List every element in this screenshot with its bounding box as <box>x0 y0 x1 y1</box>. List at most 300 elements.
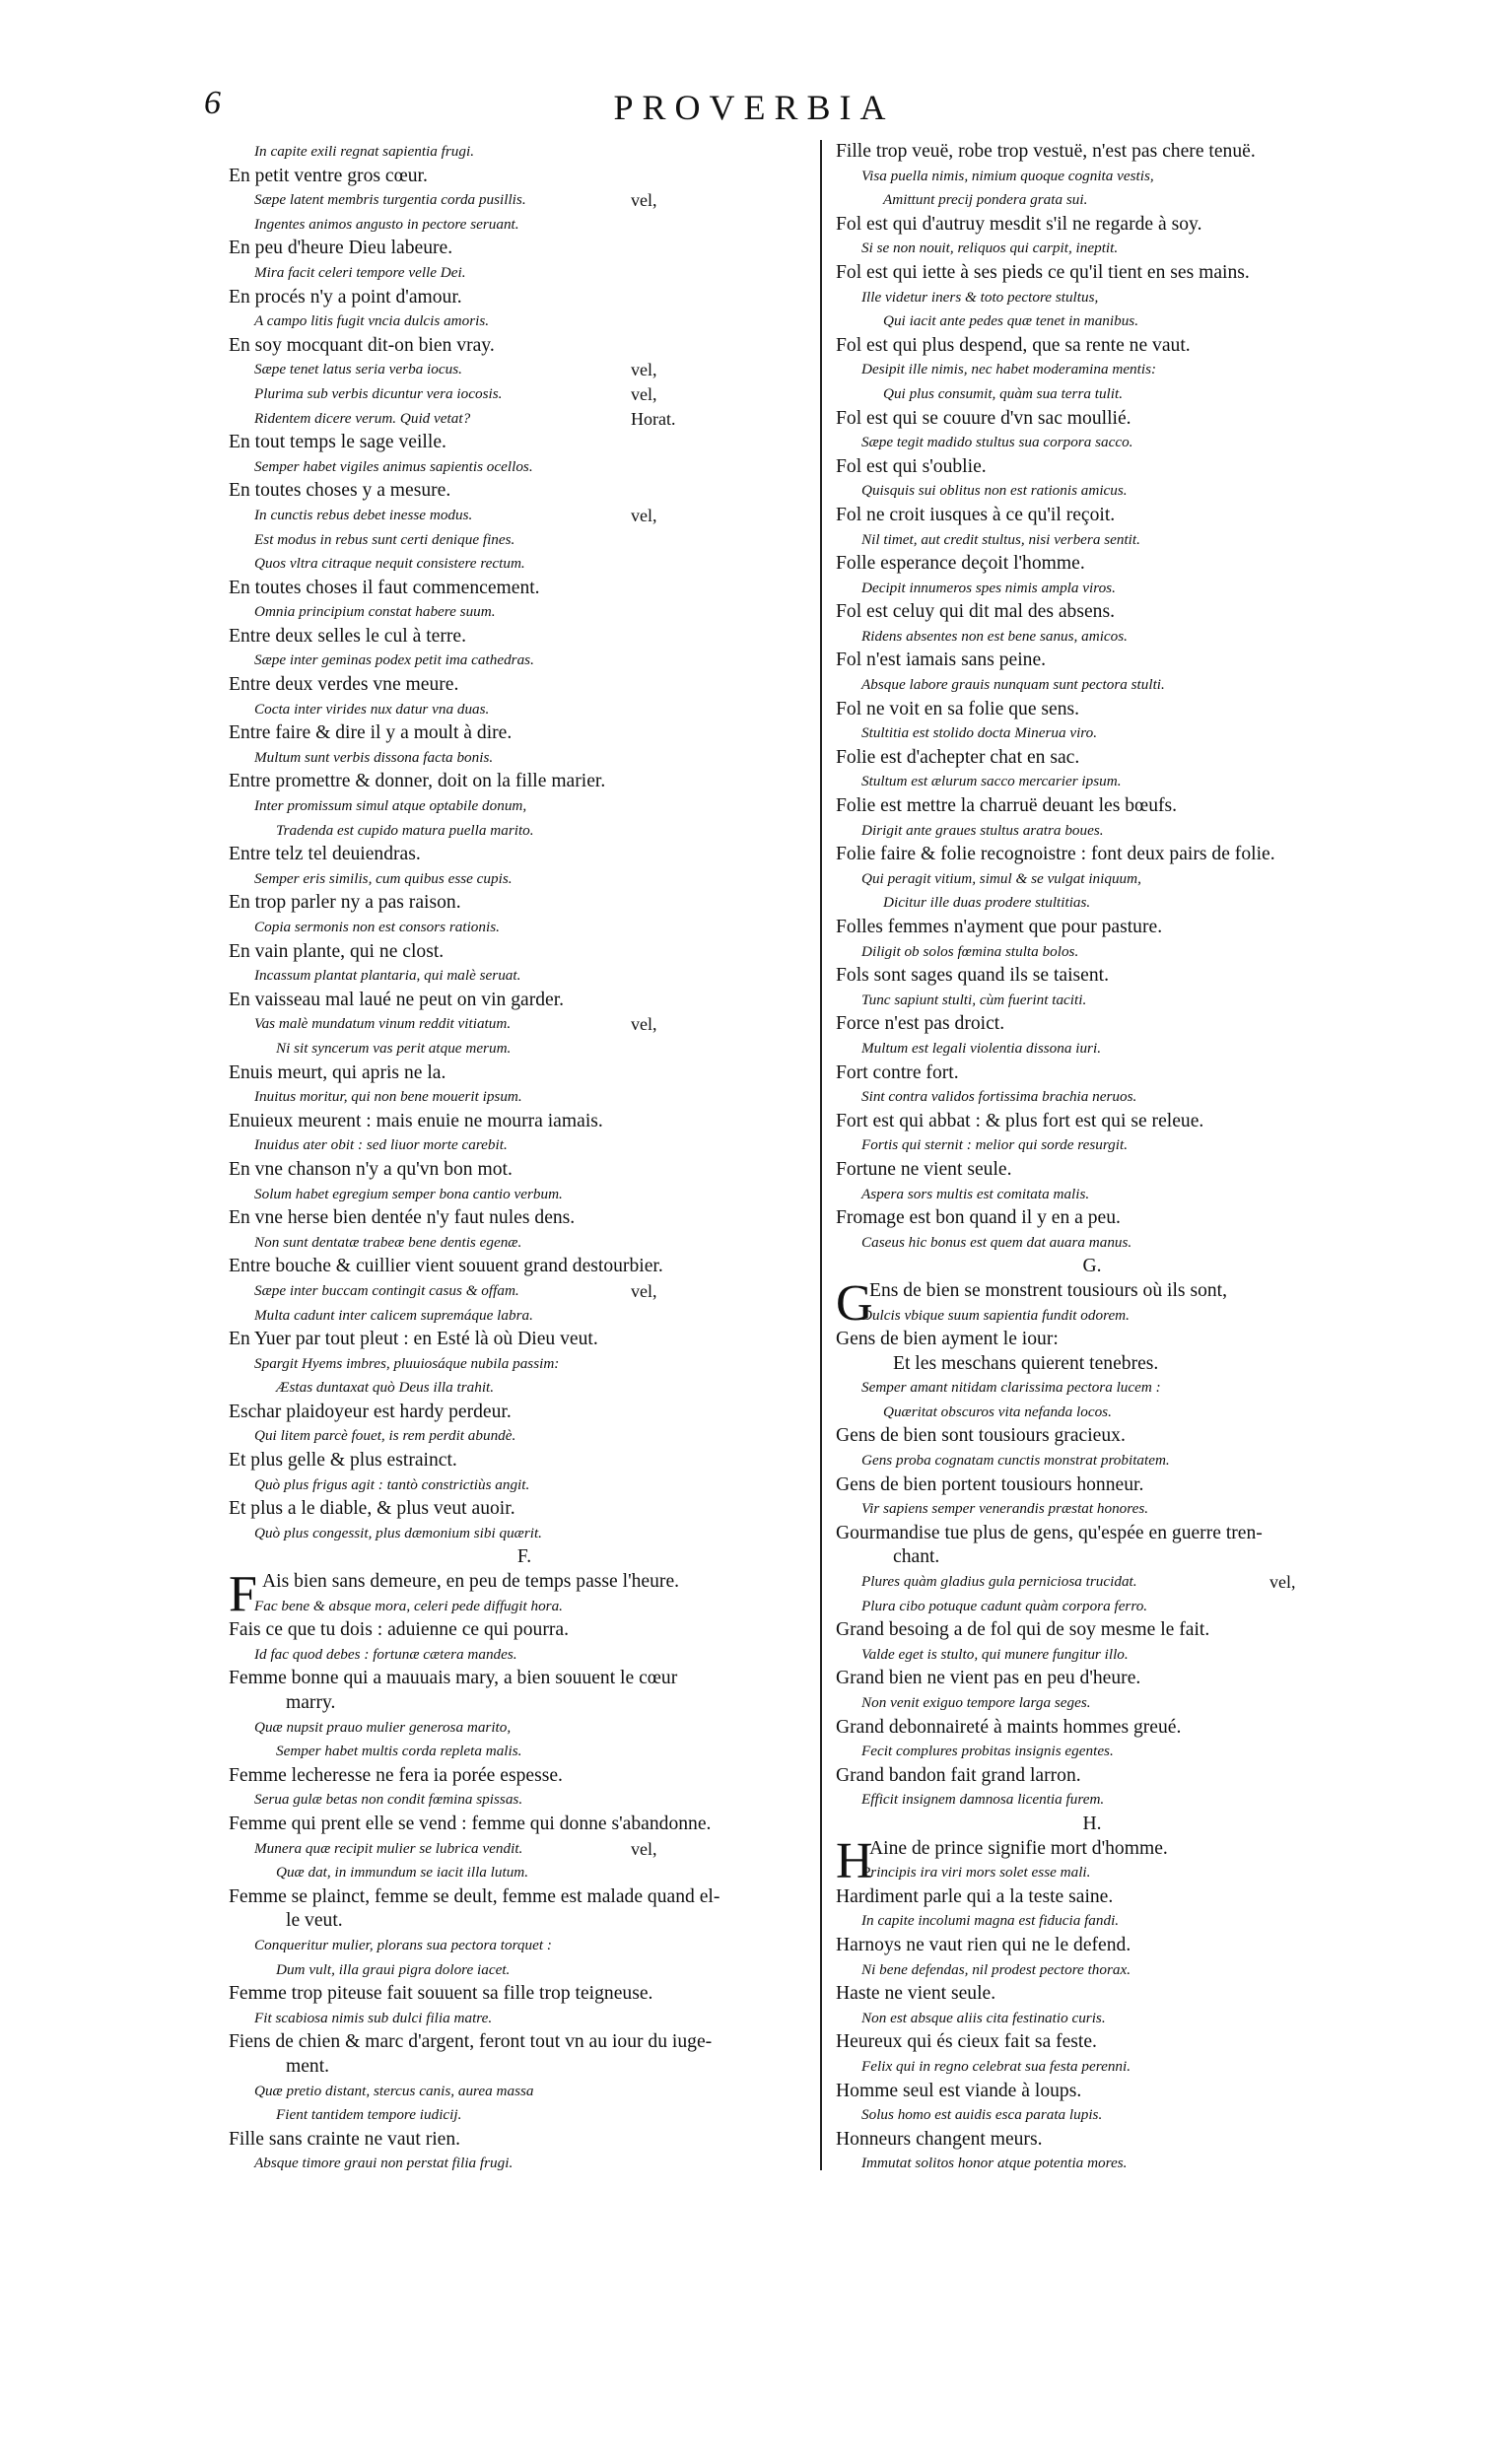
line-text: Fol n'est iamais sans peine. <box>836 650 1047 671</box>
proverb-latin <box>836 1958 1348 1983</box>
line-text: Inter promissum simul atque optabile donum, <box>254 797 527 815</box>
proverb-french <box>229 431 820 455</box>
line-text: Quæ nupsit prauo mulier generosa marito, <box>254 1718 512 1736</box>
proverb-latin <box>836 1231 1348 1256</box>
proverb-latin <box>836 1643 1348 1668</box>
proverb-latin <box>836 1037 1348 1061</box>
line-text: Grand besoing a de fol qui de soy mesme le fait. <box>836 1619 1210 1641</box>
proverb-latin <box>229 407 820 432</box>
line-text: Hardiment parle qui a la teste saine. <box>836 1885 1114 1907</box>
line-text: Et plus gelle & plus estrainct. <box>229 1450 457 1472</box>
proverb-french <box>836 600 1348 625</box>
proverb-latin <box>229 309 820 334</box>
proverb-latin <box>229 1424 820 1449</box>
proverb-french <box>836 1934 1348 1958</box>
line-text: Spargit Hyems imbres, pluuiosáque nubila passim: <box>254 1354 560 1372</box>
proverb-french <box>229 1618 820 1643</box>
proverb-french-continued <box>229 1909 820 1934</box>
line-text: Incassum plantat plantaria, qui malè seruat. <box>254 967 521 985</box>
line-text: Ens de bien se monstrent tousiours où ils sont, <box>869 1279 1228 1301</box>
proverb-latin <box>836 237 1348 261</box>
proverb-latin <box>229 1958 820 1983</box>
proverb-latin <box>836 528 1348 553</box>
proverb-french <box>836 1473 1348 1498</box>
line-text: Et les meschans quierent tenebres. <box>893 1352 1159 1374</box>
proverb-french <box>836 746 1348 771</box>
line-text: Principis ira viri mors solet esse mali. <box>861 1864 1091 1882</box>
line-text: Entre telz tel deuiendras. <box>229 844 421 865</box>
line-text: Entre deux selles le cul à terre. <box>229 625 466 647</box>
proverb-french <box>836 843 1348 867</box>
line-text: Entre bouche & cuillier vient souuent grand destourbier. <box>229 1256 663 1277</box>
proverb-french <box>836 1764 1348 1789</box>
proverb-latin <box>836 188 1348 213</box>
proverb-latin <box>229 1837 820 1862</box>
line-text: Homme seul est viande à loups. <box>836 2080 1082 2101</box>
line-text: Diligit ob solos fœmina stulta bolos. <box>861 942 1079 960</box>
line-text: Grand debonnaireté à maints hommes greué. <box>836 1716 1182 1738</box>
line-text: In capite incolumi magna est fiducia fandi. <box>861 1912 1120 1930</box>
line-text: Desipit ille nimis, nec habet moderamina mentis: <box>861 361 1157 378</box>
line-text: Fromage est bon quand il y en a peu. <box>836 1207 1121 1229</box>
proverb-latin <box>229 528 820 553</box>
proverb-latin <box>229 1740 820 1764</box>
line-text: En petit ventre gros cœur. <box>229 165 428 186</box>
line-text: Sæpe latent membris turgentia corda pusillis. <box>254 191 526 209</box>
line-text: Inuidus ater obit : sed liuor morte carebit. <box>254 1136 508 1154</box>
proverb-latin <box>836 1376 1348 1401</box>
line-text: En trop parler ny a pas raison. <box>229 892 461 914</box>
margin-note: Horat. <box>631 408 676 429</box>
line-text: Enuieux meurent : mais enuie ne mourra iamais. <box>229 1110 603 1131</box>
line-text: Sæpe inter geminas podex petit ima cathedras. <box>254 651 534 669</box>
proverb-french <box>229 1764 820 1789</box>
proverb-french <box>836 261 1348 286</box>
proverb-french <box>836 1522 1348 1546</box>
right-column <box>836 140 1348 2176</box>
proverb-french <box>229 2030 820 2055</box>
line-text: Tunc sapiunt stulti, cùm fuerint taciti. <box>861 991 1087 1008</box>
proverb-latin <box>229 916 820 940</box>
line-text: Semper amant nitidam clarissima pectora lucem : <box>861 1379 1161 1397</box>
line-text: Folles femmes n'ayment que pour pasture. <box>836 917 1163 937</box>
line-text: Sæpe tegit madido stultus sua corpora sacco. <box>861 434 1133 451</box>
proverb-french <box>836 1618 1348 1643</box>
proverb-latin <box>836 309 1348 334</box>
line-text: Quæ pretio distant, stercus canis, aurea massa <box>254 2082 534 2099</box>
proverb-latin <box>229 261 820 286</box>
line-text: Plures quàm gladius gula perniciosa trucidat. <box>861 1573 1137 1591</box>
line-text: F. <box>516 1546 532 1568</box>
proverb-latin <box>836 819 1348 844</box>
line-text: Fol est qui d'autruy mesdit s'il ne regarde à soy. <box>836 213 1202 235</box>
proverb-latin <box>836 1304 1348 1329</box>
line-text: Folie est d'achepter chat en sac. <box>836 746 1080 768</box>
proverb-latin <box>836 431 1348 455</box>
line-text: Fac bene & absque mora, celeri pede diffugit hora. <box>254 1597 563 1614</box>
line-text: Qui iacit ante pedes quæ tenet in manibus. <box>883 312 1138 330</box>
line-text: Fol ne voit en sa folie que sens. <box>836 698 1080 719</box>
line-text: Gens de bien portent tousiours honneur. <box>836 1473 1144 1495</box>
proverb-latin <box>229 2007 820 2031</box>
line-text: Fol est qui se couure d'vn sac moullié. <box>836 407 1131 429</box>
line-text: Sint contra validos fortissima brachia neruos. <box>861 1088 1137 1106</box>
proverb-french <box>229 673 820 698</box>
proverb-french <box>229 1401 820 1425</box>
proverb-latin <box>836 2103 1348 2128</box>
proverb-latin <box>229 1231 820 1256</box>
line-text: Vir sapiens semper venerandis præstat honores. <box>861 1500 1149 1518</box>
proverb-latin <box>836 1449 1348 1473</box>
proverb-latin <box>229 382 820 407</box>
proverb-french <box>229 1158 820 1183</box>
proverb-french <box>229 625 820 650</box>
proverb-french <box>836 1982 1348 2007</box>
proverb-latin <box>229 1012 820 1037</box>
proverb-latin <box>836 1133 1348 1158</box>
line-text: Et plus a le diable, & plus veut auoir. <box>229 1498 515 1520</box>
proverb-french <box>836 1716 1348 1741</box>
line-text: Amittunt precij pondera grata sui. <box>883 191 1088 209</box>
proverb-latin <box>229 1473 820 1498</box>
line-text: En vain plante, qui ne clost. <box>229 940 445 962</box>
margin-note: vel, <box>631 1838 657 1859</box>
proverb-latin <box>836 1691 1348 1716</box>
proverb-latin <box>836 2007 1348 2031</box>
proverb-french <box>836 2030 1348 2055</box>
proverb-latin <box>836 1570 1348 1595</box>
line-text: En Yuer par tout pleut : en Esté là où Dieu veut. <box>229 1329 598 1350</box>
line-text: Fol est celuy qui dit mal des absens. <box>836 601 1115 623</box>
line-text: Femme qui prent elle se vend : femme qui donne s'abandonne. <box>229 1813 712 1834</box>
line-text: Femme lecheresse ne fera ia porée espesse. <box>229 1764 563 1786</box>
proverb-latin <box>836 721 1348 746</box>
margin-note: vel, <box>631 1280 657 1301</box>
line-text: Honneurs changent meurs. <box>836 2128 1043 2150</box>
line-text: Multum est legali violentia dissona iuri. <box>861 1039 1101 1057</box>
proverb-french <box>229 286 820 310</box>
proverb-latin <box>836 382 1348 407</box>
proverb-french <box>229 721 820 746</box>
line-text: Aine de prince signifie mort d'homme. <box>869 1837 1168 1859</box>
line-text: Fit scabiosa nimis sub dulci filia matre. <box>254 2009 493 2026</box>
proverb-french <box>836 140 1348 165</box>
line-text: marry. <box>286 1692 336 1713</box>
line-text: En toutes choses il faut commencement. <box>229 577 540 598</box>
line-text: Gourmandise tue plus de gens, qu'espée en guerre tren- <box>836 1522 1263 1543</box>
proverb-french <box>836 2128 1348 2153</box>
proverb-latin <box>836 1401 1348 1425</box>
line-text: Nil timet, aut credit stultus, nisi verbera sentit. <box>861 530 1140 548</box>
proverb-french-continued <box>836 1352 1348 1377</box>
line-text: Eschar plaidoyeur est hardy perdeur. <box>229 1401 512 1422</box>
proverb-french <box>836 1061 1348 1086</box>
proverb-latin <box>229 1133 820 1158</box>
proverb-latin <box>836 1861 1348 1885</box>
proverb-french <box>836 455 1348 480</box>
line-text: Id fac quod debes : fortunæ cætera mandes. <box>254 1645 517 1663</box>
line-text: Mira facit celeri tempore velle Dei. <box>254 263 466 281</box>
proverb-latin <box>836 1085 1348 1110</box>
line-text: Harnoys ne vaut rien qui ne le defend. <box>836 1934 1131 1955</box>
section-letter <box>229 1545 820 1570</box>
proverb-latin <box>836 770 1348 794</box>
line-text: En vaisseau mal laué ne peut on vin garder. <box>229 989 565 1010</box>
running-head: PROVERBIA <box>613 88 895 127</box>
line-text: Serua gulæ betas non condit fœmina spissas. <box>254 1791 523 1809</box>
line-text: En vne herse bien dentée n'y faut nules dens. <box>229 1207 576 1229</box>
margin-note: vel, <box>631 190 657 211</box>
proverb-french <box>836 334 1348 359</box>
line-text: Haste ne vient seule. <box>836 1983 996 2005</box>
proverb-latin <box>836 940 1348 965</box>
line-text: En tout temps le sage veille. <box>229 432 446 453</box>
line-text: G. <box>1082 1256 1102 1277</box>
line-text: Munera quæ recipit mulier se lubrica vendit. <box>254 1839 523 1857</box>
line-text: Entre deux verdes vne meure. <box>229 674 459 696</box>
line-text: Enuis meurt, qui apris ne la. <box>229 1061 446 1083</box>
proverb-french <box>229 1497 820 1522</box>
line-text: Plura cibo potuque cadunt quàm corpora ferro. <box>861 1597 1148 1614</box>
proverb-french <box>836 552 1348 577</box>
line-text: Fol ne croit iusques à ce qu'il reçoit. <box>836 504 1116 525</box>
line-text: Fient tantidem tempore iudicij. <box>276 2106 462 2124</box>
line-text: Sæpe inter buccam contingit casus & offam. <box>254 1281 519 1299</box>
proverb-french <box>836 698 1348 722</box>
proverb-latin <box>229 649 820 673</box>
proverb-latin <box>836 625 1348 650</box>
line-text: Non sunt dentatæ trabeæ bene dentis egenæ. <box>254 1233 522 1251</box>
line-text: Femme se plainct, femme se deult, femme est malade quand el- <box>229 1885 720 1907</box>
proverb-latin <box>229 2080 820 2104</box>
line-text: Absque timore graui non perstat filia frugi. <box>254 2155 514 2172</box>
proverb-latin <box>229 140 820 165</box>
line-text: En soy mocquant dit-on bien vray. <box>229 334 495 356</box>
proverb-latin <box>229 1643 820 1668</box>
line-text: Non venit exiguo tempore larga seges. <box>861 1694 1091 1711</box>
proverb-french <box>229 334 820 359</box>
proverb-french <box>229 770 820 794</box>
proverb-latin <box>836 1740 1348 1764</box>
line-text: Valde eget is stulto, qui munere fungitur illo. <box>861 1645 1129 1663</box>
line-text: Caseus hic bonus est quem dat auara manus. <box>861 1233 1132 1251</box>
proverb-french <box>836 1012 1348 1037</box>
proverb-french <box>229 479 820 504</box>
proverb-latin <box>836 577 1348 601</box>
proverb-french <box>229 1206 820 1231</box>
line-text: Solum habet egregium semper bona cantio verbum. <box>254 1185 563 1202</box>
proverb-latin <box>836 358 1348 382</box>
drop-cap-letter: H <box>836 1832 873 1889</box>
line-text: Efficit insignem damnosa licentia furem. <box>861 1791 1105 1809</box>
proverb-french <box>229 1813 820 1837</box>
proverb-french <box>836 213 1348 238</box>
line-text: Non est absque aliis cita festinatio curis. <box>861 2009 1106 2026</box>
proverb-french <box>836 649 1348 673</box>
proverb-latin <box>229 552 820 577</box>
proverb-french <box>836 1110 1348 1134</box>
line-text: Entre faire & dire il y a moult à dire. <box>229 722 513 744</box>
proverb-french <box>836 916 1348 940</box>
proverb-latin <box>229 1085 820 1110</box>
line-text: Grand bandon fait grand larron. <box>836 1764 1081 1786</box>
line-text: Folie faire & folie recognoistre : font deux pairs de folie. <box>836 844 1275 865</box>
proverb-french <box>229 1328 820 1352</box>
proverb-french <box>229 1449 820 1473</box>
line-text: Æstas duntaxat quò Deus illa trahit. <box>276 1379 495 1397</box>
proverb-latin <box>229 794 820 819</box>
line-text: Ridentem dicere verum. Quid vetat? <box>254 409 471 427</box>
line-text: Decipit innumeros spes nimis ampla viros. <box>861 579 1116 596</box>
proverb-french <box>836 407 1348 432</box>
proverb-latin <box>836 1595 1348 1619</box>
line-text: Tradenda est cupido matura puella marito. <box>276 821 534 839</box>
proverb-latin <box>836 165 1348 189</box>
line-text: ment. <box>286 2055 330 2077</box>
proverb-latin <box>229 1037 820 1061</box>
proverb-latin <box>229 1522 820 1546</box>
proverb-latin <box>229 1788 820 1813</box>
line-text: Fille sans crainte ne vaut rien. <box>229 2128 461 2150</box>
line-text: Ridens absentes non est bene sanus, amicos. <box>861 627 1128 645</box>
proverb-latin <box>229 358 820 382</box>
proverb-latin <box>836 1909 1348 1934</box>
line-text: Aspera sors multis est comitata malis. <box>861 1185 1090 1202</box>
line-text: Dulcis vbique suum sapientia fundit odorem. <box>861 1306 1130 1324</box>
proverb-latin <box>229 1352 820 1377</box>
line-text: A campo litis fugit vncia dulcis amoris. <box>254 312 490 330</box>
line-text: Gens de bien sont tousiours gracieux. <box>836 1425 1126 1447</box>
line-text: Fol est qui s'oublie. <box>836 455 987 477</box>
proverb-french <box>836 504 1348 528</box>
proverb-latin <box>836 286 1348 310</box>
line-text: Quos vltra citraque nequit consistere rectum. <box>254 555 525 573</box>
line-text: Fol est qui iette à ses pieds ce qu'il tient en ses mains. <box>836 261 1250 283</box>
section-letter <box>836 1813 1348 1837</box>
proverb-french <box>229 1667 820 1691</box>
proverb-latin <box>229 964 820 989</box>
proverb-french-continued <box>836 1545 1348 1570</box>
proverb-french <box>836 1158 1348 1183</box>
line-text: Fille trop veuë, robe trop vestuë, n'est pas chere tenuë. <box>836 141 1256 162</box>
line-text: Folie est mettre la charruë deuant les bœufs. <box>836 795 1178 817</box>
proverb-french <box>836 964 1348 989</box>
line-text: Dicitur ille duas prodere stultitias. <box>883 894 1091 912</box>
proverb-latin <box>229 455 820 480</box>
proverb-latin <box>836 1497 1348 1522</box>
line-text: Fais ce que tu dois : aduienne ce qui pourra. <box>229 1619 569 1641</box>
line-text: Quò plus frigus agit : tantò constrictiùs angit. <box>254 1475 530 1493</box>
proverb-latin <box>229 504 820 528</box>
margin-note: vel, <box>631 360 657 380</box>
line-text: Femme bonne qui a mauuais mary, a bien souuent le cœur <box>229 1668 678 1689</box>
line-text: Qui peragit vitium, simul & se vulgat iniquum, <box>861 869 1141 887</box>
line-text: Gens de bien ayment le iour: <box>836 1329 1059 1350</box>
line-text: Quæritat obscuros vita nefanda locos. <box>883 1403 1112 1420</box>
proverb-latin <box>836 2152 1348 2176</box>
drop-cap-letter: G <box>836 1274 873 1332</box>
proverb-latin <box>229 1595 820 1619</box>
proverb-french <box>229 2128 820 2153</box>
line-text: Semper habet vigiles animus sapientis ocellos. <box>254 457 533 475</box>
proverb-latin <box>229 1934 820 1958</box>
line-text: Fecit complures probitas insignis egentes. <box>861 1743 1114 1760</box>
proverb-french <box>229 891 820 916</box>
line-text: Fortis qui sternit : melior qui sorde resurgit. <box>861 1136 1128 1154</box>
proverb-french <box>229 1061 820 1086</box>
proverb-latin <box>229 2152 820 2176</box>
line-text: En peu d'heure Dieu labeure. <box>229 238 453 259</box>
proverb-latin <box>229 1716 820 1741</box>
section-letter <box>836 1255 1348 1279</box>
page-number: 6 <box>204 85 221 121</box>
line-text: Multum sunt verbis dissona facta bonis. <box>254 748 494 766</box>
proverb-latin <box>836 2055 1348 2080</box>
line-text: In capite exili regnat sapientia frugi. <box>254 143 474 160</box>
line-text: In cunctis rebus debet inesse modus. <box>254 506 473 523</box>
line-text: Folle esperance deçoit l'homme. <box>836 553 1085 575</box>
proverb-latin <box>229 213 820 238</box>
proverb-latin <box>229 819 820 844</box>
margin-note: vel, <box>1269 1572 1296 1593</box>
line-text: Stultitia est stolido docta Minerua viro. <box>861 724 1098 742</box>
line-text: Fols sont sages quand ils se taisent. <box>836 965 1110 987</box>
proverb-latin <box>836 867 1348 892</box>
line-text: Ille videtur iners & toto pectore stultus, <box>861 288 1099 306</box>
proverb-latin <box>229 2103 820 2128</box>
line-text: Quò plus congessit, plus dæmonium sibi quærit. <box>254 1524 542 1541</box>
proverb-french <box>229 843 820 867</box>
proverb-french <box>836 1206 1348 1231</box>
line-text: Quæ dat, in immundum se iacit illa lutum. <box>276 1864 529 1882</box>
line-text: En vne chanson n'y a qu'vn bon mot. <box>229 1158 513 1180</box>
line-text: Ingentes animos angusto in pectore seruant. <box>254 215 519 233</box>
proverb-latin <box>836 479 1348 504</box>
line-text: Felix qui in regno celebrat sua festa perenni. <box>861 2057 1131 2075</box>
line-text: Qui litem parcè fouet, is rem perdit abundè. <box>254 1427 516 1445</box>
proverb-french <box>836 1424 1348 1449</box>
proverb-french <box>836 1667 1348 1691</box>
line-text: le veut. <box>286 1910 343 1932</box>
proverb-french <box>229 1110 820 1134</box>
proverb-latin <box>229 1304 820 1329</box>
line-text: Dum vult, illa graui pigra dolore iacet. <box>276 1960 511 1978</box>
margin-note: vel, <box>631 505 657 525</box>
proverb-french-continued <box>229 1691 820 1716</box>
proverb-french <box>836 794 1348 819</box>
proverb-latin <box>836 989 1348 1013</box>
line-text: Conqueritur mulier, plorans sua pectora torquet : <box>254 1936 552 1953</box>
line-text: Ni bene defendas, nil prodest pectore thorax. <box>861 1960 1131 1978</box>
proverb-latin <box>836 1788 1348 1813</box>
line-text: Force n'est pas droict. <box>836 1013 1005 1035</box>
line-text: Fortune ne vient seule. <box>836 1158 1012 1180</box>
line-text: Sæpe tenet latus seria verba iocus. <box>254 361 462 378</box>
proverb-french <box>229 165 820 189</box>
drop-cap-letter: F <box>229 1566 257 1623</box>
proverb-french <box>836 1328 1348 1352</box>
line-text: Dirigit ante graues stultus aratra boues. <box>861 821 1104 839</box>
line-text: Immutat solitos honor atque potentia mores. <box>861 2155 1128 2172</box>
line-text: Copia sermonis non est consors rationis. <box>254 919 500 935</box>
line-text: Semper habet multis corda repleta malis. <box>276 1743 522 1760</box>
proverb-french <box>836 2080 1348 2104</box>
line-text: Qui plus consumit, quàm sua terra tulit. <box>883 384 1124 402</box>
line-text: Fol est qui plus despend, que sa rente ne vaut. <box>836 334 1191 356</box>
line-text: Fort est qui abbat : & plus fort est qui se releue. <box>836 1110 1204 1131</box>
proverb-latin <box>229 867 820 892</box>
line-text: Est modus in rebus sunt certi denique fines. <box>254 530 515 548</box>
